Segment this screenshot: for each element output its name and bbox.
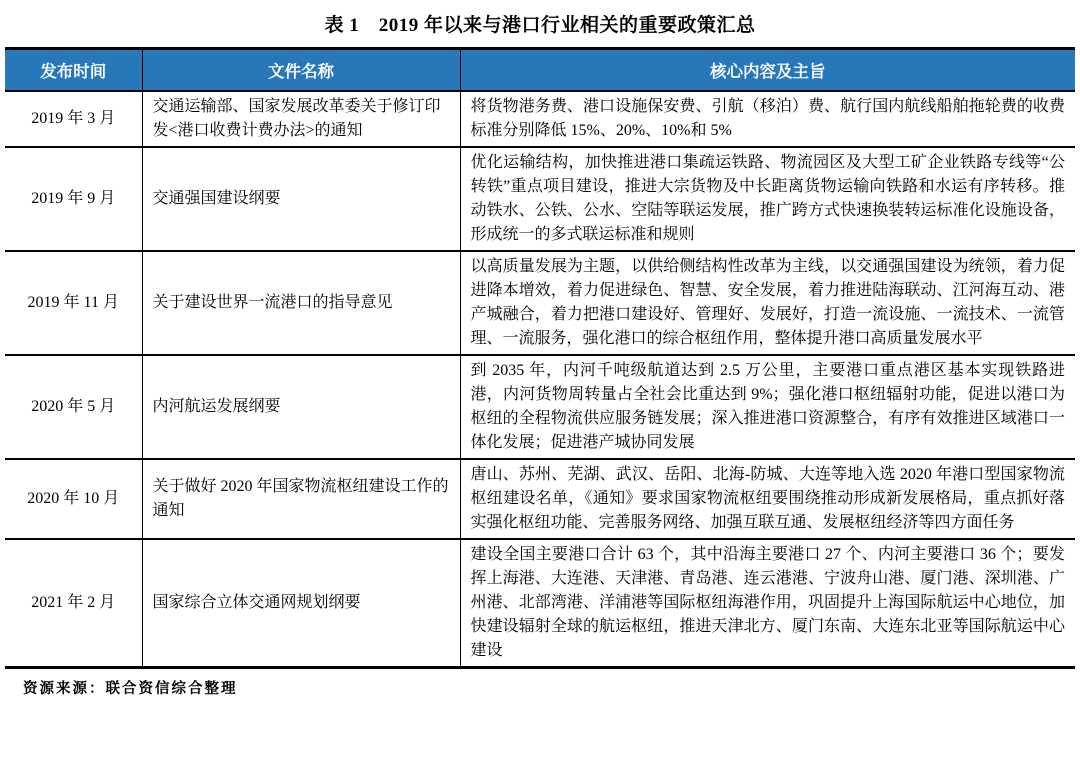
row-document-name: 交通强国建设纲要: [142, 147, 460, 251]
row-document-name: 内河航运发展纲要: [142, 355, 460, 459]
row-content: 将货物港务费、港口设施保安费、引航（移泊）费、航行国内航线船舶拖轮费的收费标准分别降低 15%、20%、10%和 5%: [460, 91, 1075, 147]
row-date: 2020 年 10 月: [5, 459, 142, 539]
table-header-row: [5, 49, 1075, 92]
row-date: 2019 年 11 月: [5, 251, 142, 355]
row-content: 唐山、苏州、芜湖、武汉、岳阳、北海-防城、大连等地入选 2020 年港口型国家物流枢纽建设名单，《通知》要求国家物流枢纽要围绕推动形成新发展格局，重点抓好落实强化枢纽功能、完善服务网络、加强互联互通、发展枢纽经济等四方面任务: [460, 459, 1075, 539]
row-content: 到 2035 年，内河千吨级航道达到 2.5 万公里，主要港口重点港区基本实现铁路进港，内河货物周转量占全社会比重达到 9%；强化港口枢纽辐射功能，促进以港口为枢纽的全程物流供应服务链发展；深入推进港口资源整合，有序有效推进区域港口一体化发展；促进港产城协同发展: [460, 355, 1075, 459]
table-row: [5, 539, 1075, 668]
row-document-name: 关于做好 2020 年国家物流枢纽建设工作的通知: [142, 459, 460, 539]
row-date: 2019 年 3 月: [5, 91, 142, 147]
policy-table: [5, 47, 1075, 669]
table-row: [5, 355, 1075, 459]
table-row: [5, 251, 1075, 355]
source-note: 资源来源：联合资信综合整理: [23, 681, 238, 697]
row-date: 2021 年 2 月: [31, 594, 116, 611]
row-date: 2019 年 9 月: [5, 147, 142, 251]
column-header-publish-date: 发布时间: [5, 49, 142, 92]
row-document-name: 国家综合立体交通网规划纲要: [142, 539, 460, 668]
row-date: 2020 年 5 月: [5, 355, 142, 459]
table-row: [5, 91, 1075, 147]
table-row: [5, 147, 1075, 251]
table-row: [5, 459, 1075, 539]
row-content: 优化运输结构，加快推进港口集疏运铁路、物流园区及大型工矿企业铁路专线等“公转铁”重点项目建设，推进大宗货物及中长距离货物运输向铁路和水运有序转移。推动铁水、公铁、公水、空陆等联运发展，推广跨方式快速换装转运标准化设施设备，形成统一的多式联运标准和规则: [460, 147, 1075, 251]
column-header-document-name: 文件名称: [142, 49, 460, 92]
row-content: 建设全国主要港口合计 63 个，其中沿海主要港口 27 个、内河主要港口 36 个；要发挥上海港、大连港、天津港、青岛港、连云港港、宁波舟山港、厦门港、深圳港、广州港、北部湾港、洋浦港等国际枢纽海港作用，巩固提升上海国际航运中心地位，加快建设辐射全球的航运枢纽，推进天津北方、厦门东南、大连东北亚等国际航运中心建设: [460, 539, 1075, 668]
row-content: 以高质量发展为主题，以供给侧结构性改革为主线，以交通强国建设为统领，着力促进降本增效，着力促进绿色、智慧、安全发展，着力推进陆海联动、江河海互动、港产城融合，着力把港口建设好、管理好、发展好，打造一流设施、一流技术、一流管理、一流服务，强化港口的综合枢纽作用，整体提升港口高质量发展水平: [460, 251, 1075, 355]
column-header-core-content: 核心内容及主旨: [460, 49, 1075, 92]
table-title: 表 1 2019 年以来与港口行业相关的重要政策汇总: [324, 15, 756, 36]
row-document-name: 交通运输部、国家发展改革委关于修订印发<港口收费计费办法>的通知: [142, 91, 460, 147]
row-document-name: 关于建设世界一流港口的指导意见: [142, 251, 460, 355]
